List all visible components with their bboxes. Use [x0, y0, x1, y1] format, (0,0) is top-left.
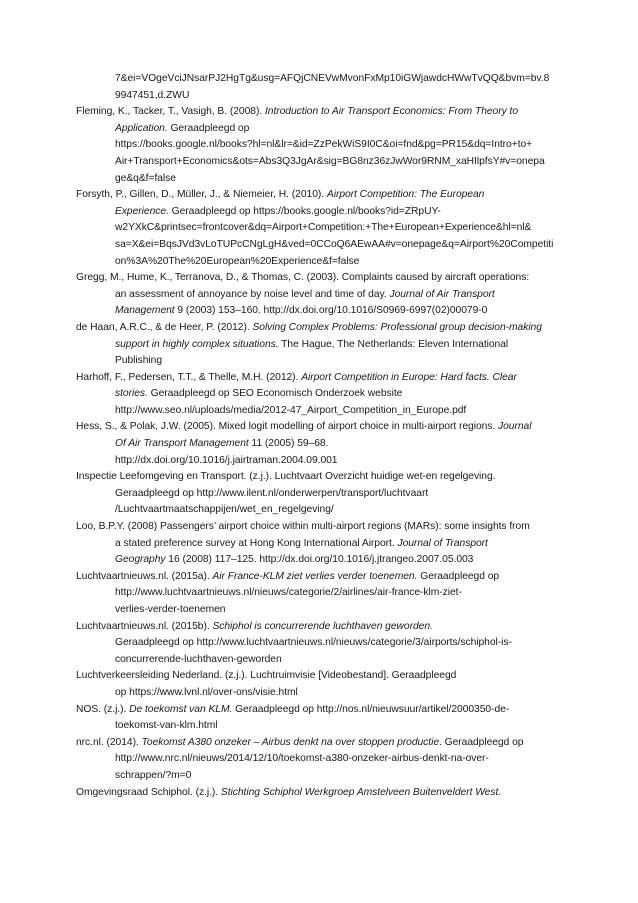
reference-continuation-line	[76, 685, 568, 702]
reference-text: w2YXkC&printsec=frontcover&dq=Airport+Competition:+The+European+Experience&hl=nl&	[115, 222, 532, 234]
reference-text: ge&q&f=false	[115, 172, 176, 184]
reference-continuation-line	[76, 237, 568, 254]
italic-title-text: Journal of Transport	[397, 537, 488, 549]
reference-continuation-line	[76, 171, 568, 188]
italic-title-text: Solving Complex Problems: Professional group decision-making	[252, 321, 542, 333]
reference-text: op https://www.lvnl.nl/over-ons/visie.html	[115, 686, 298, 698]
reference-text: Publishing	[115, 355, 163, 367]
reference-text: concurrerende-luchthaven-geworden	[115, 653, 282, 665]
reference-entry-line	[76, 668, 568, 685]
reference-text: http://www.nrc.nl/nieuws/2014/12/10/toekomst-a380-onzeker-airbus-denkt-na-over-	[115, 753, 489, 765]
reference-entry-line	[76, 187, 568, 204]
reference-continuation-line	[76, 536, 568, 553]
reference-text: 9 (2003) 153–160. http://dx.doi.org/10.1016/S0969-6997(02)00079-0	[174, 305, 488, 317]
reference-text: verlies-verder-toenemen	[115, 604, 226, 615]
italic-title-text: Of Air Transport Management	[115, 438, 249, 450]
reference-entry-line	[76, 569, 568, 586]
reference-text: Geraadpleegd op http://www.ilent.nl/onderwerpen/transport/luchtvaart	[115, 487, 429, 499]
reference-continuation-line	[76, 254, 568, 271]
reference-entry-line	[76, 370, 568, 387]
reference-continuation-line	[76, 502, 568, 519]
reference-text: Luchtvaartnieuws.nl. (2015a).	[76, 570, 213, 582]
reference-text: Gregg, M., Hume, K., Terranova, D., & Thomas, C. (2003). Complaints caused by aircraft operations:	[76, 272, 530, 284]
reference-continuation-line	[76, 121, 568, 138]
italic-title-text: Toekomst A380 onzeker – Airbus denkt na over stoppen productie	[141, 736, 440, 748]
reference-text: http://www.luchtvaartnieuws.nl/nieuws/categorie/2/airlines/air-france-klm-ziet-	[115, 587, 462, 599]
reference-text: Forsyth, P., Gillen, D., Müller, J., & Niemeier, H. (2010).	[76, 189, 327, 201]
reference-text: Hess, S., & Polak, J.W. (2005). Mixed logit modelling of airport choice in multi-airport regions.	[76, 421, 499, 433]
reference-continuation-line	[76, 137, 568, 154]
reference-text: Geraadpleegd op https://books.google.nl/books?id=ZRpUY-	[168, 205, 441, 217]
italic-title-text: Journal	[498, 421, 532, 433]
reference-text: Geraadpleegd op http://nos.nl/nieuwsuur/artikel/2000350-de-	[232, 703, 510, 715]
reference-continuation-line	[76, 768, 568, 785]
reference-continuation-line	[76, 337, 568, 354]
reference-continuation-line	[76, 220, 568, 237]
italic-title-text: Geography	[115, 554, 166, 566]
italic-title-text: Airport Competition: The European	[326, 189, 485, 201]
reference-continuation-line	[76, 353, 568, 370]
reference-continuation-line	[76, 652, 568, 669]
reference-entry-line	[76, 320, 568, 337]
reference-entry-line	[76, 702, 568, 719]
italic-title-text: De toekomst van KLM.	[129, 703, 233, 715]
italic-title-text: Air France-KLM ziet verlies verder toenemen.	[212, 570, 418, 582]
reference-text: Loo, B.P.Y. (2008) Passengers’ airport choice within multi-airport regions (MARs): some insights from	[76, 521, 530, 533]
reference-text: . Geraadpleegd op	[439, 736, 524, 748]
reference-text: Air+Transport+Economics&ots=Abs3Q3JgAr&sig=BG8nz36zJwWor9RNM_xaHIlpfsY#v=onepa	[115, 155, 545, 167]
reference-text: 11 (2005) 59–68.	[248, 438, 329, 450]
reference-continuation-line	[76, 71, 568, 88]
italic-title-text: Application.	[115, 122, 168, 134]
reference-entry-line	[76, 619, 568, 636]
reference-text: The Hague, The Netherlands: Eleven International	[278, 338, 509, 350]
reference-text: Geraadpleegd op	[417, 570, 500, 582]
reference-text: Omgevingsraad Schiphol. (z.j.).	[76, 786, 221, 798]
reference-text: 7&ei=VOgeVciJNsarPJ2HgTg&usg=AFQjCNEVwMvonFxMp10iGWjawdcHWwTvQQ&bvm=bv.8	[115, 73, 550, 84]
reference-text: toekomst-van-klm.html	[115, 720, 218, 732]
reference-continuation-line	[76, 602, 568, 619]
reference-continuation-line	[76, 88, 568, 105]
reference-text: /Luchtvaartmaatschappijen/wet_en_regelgeving/	[115, 504, 334, 516]
reference-text: Geraadpleegd op http://www.luchtvaartnieuws.nl/nieuws/categorie/3/airports/schiphol-is-	[115, 637, 512, 649]
reference-text: sa=X&ei=BqsJVd3vLoTUPcCNgLgH&ved=0CCoQ6AEwAA#v=onepage&q=Airport%20Competiti	[115, 238, 554, 250]
italic-title-text: Stichting Schiphol Werkgroep Amstelveen Buitenveldert West.	[220, 786, 502, 798]
reference-entry-line	[76, 519, 568, 536]
reference-continuation-line	[76, 552, 568, 569]
reference-continuation-line	[76, 635, 568, 652]
reference-text: on%3A%20The%20European%20Experience&f=false	[115, 255, 360, 267]
italic-title-text: support in highly complex situations.	[115, 338, 279, 350]
reference-entry-line	[76, 735, 568, 752]
reference-text: NOS. (z.j.).	[76, 703, 130, 715]
reference-continuation-line	[76, 303, 568, 320]
reference-text: Fleming, K., Tacker, T., Vasigh, B. (2008).	[76, 106, 265, 118]
reference-continuation-line	[76, 386, 568, 403]
italic-title-text: Journal of Air Transport	[389, 288, 495, 300]
reference-continuation-line	[76, 287, 568, 304]
reference-entry-line	[76, 469, 568, 486]
reference-text: Geraadpleegd op SEO Economisch Onderzoek website	[147, 388, 403, 400]
italic-title-text: Introduction to Air Transport Economics: From Theory to	[264, 106, 519, 118]
reference-entry-line	[76, 419, 568, 436]
reference-text: Luchtvaartnieuws.nl. (2015b).	[76, 620, 213, 632]
reference-continuation-line	[76, 154, 568, 171]
reference-text: Luchtverkeersleiding Nederland. (z.j.). Luchtruimvisie [Videobestand]. Geraadpleegd	[76, 670, 457, 682]
reference-continuation-line	[76, 751, 568, 768]
reference-text: Inspectie Leefomgeving en Transport. (z.j.). Luchtvaart Overzicht huidige wet-en regelgeving.	[76, 471, 496, 483]
italic-title-text: Experience.	[115, 205, 169, 217]
italic-title-text: Airport Competition in Europe: Hard facts. Clear	[301, 371, 517, 383]
reference-continuation-line	[76, 453, 568, 470]
reference-continuation-line	[76, 585, 568, 602]
reference-text: schrappen/?m=0	[115, 769, 192, 781]
reference-text: http://www.seo.nl/uploads/media/2012-47_Airport_Competition_in_Europe.pdf	[115, 404, 467, 416]
reference-text: Harhoff, F., Pedersen, T.T., & Thelle, M.H. (2012).	[76, 371, 302, 383]
reference-text: nrc.nl. (2014).	[76, 736, 142, 748]
reference-text: Geraadpleegd op	[167, 122, 250, 134]
reference-text: de Haan, A.R.C., & de Heer, P. (2012).	[76, 321, 253, 333]
reference-entry-line	[76, 270, 568, 287]
reference-text: http://dx.doi.org/10.1016/j.jairtraman.2004.09.001	[115, 454, 338, 466]
reference-continuation-line	[76, 486, 568, 503]
reference-text: 9947451,d.ZWU	[115, 89, 190, 101]
reference-entry-line	[76, 785, 568, 802]
reference-text: 16 (2008) 117–125. http://dx.doi.org/10.1016/j.jtrangeo.2007.05.003	[165, 554, 474, 566]
italic-title-text: Management	[115, 305, 175, 317]
reference-text: an assessment of annoyance by noise level and time of day.	[115, 288, 390, 300]
reference-text: https://books.google.nl/books?hl=nl&lr=&id=ZzPekWiS9I0C&oi=fnd&pg=PR15&dq=Intro+to+	[115, 139, 533, 151]
reference-text: a stated preference survey at Hong Kong International Airport.	[115, 537, 398, 549]
reference-continuation-line	[76, 204, 568, 221]
reference-continuation-line	[76, 436, 568, 453]
reference-continuation-line	[76, 403, 568, 420]
reference-continuation-line	[76, 718, 568, 735]
reference-entry-line	[76, 104, 568, 121]
italic-title-text: stories.	[115, 388, 148, 400]
reference-list	[76, 71, 568, 801]
italic-title-text: Schiphol is concurrerende luchthaven geworden.	[212, 620, 433, 632]
